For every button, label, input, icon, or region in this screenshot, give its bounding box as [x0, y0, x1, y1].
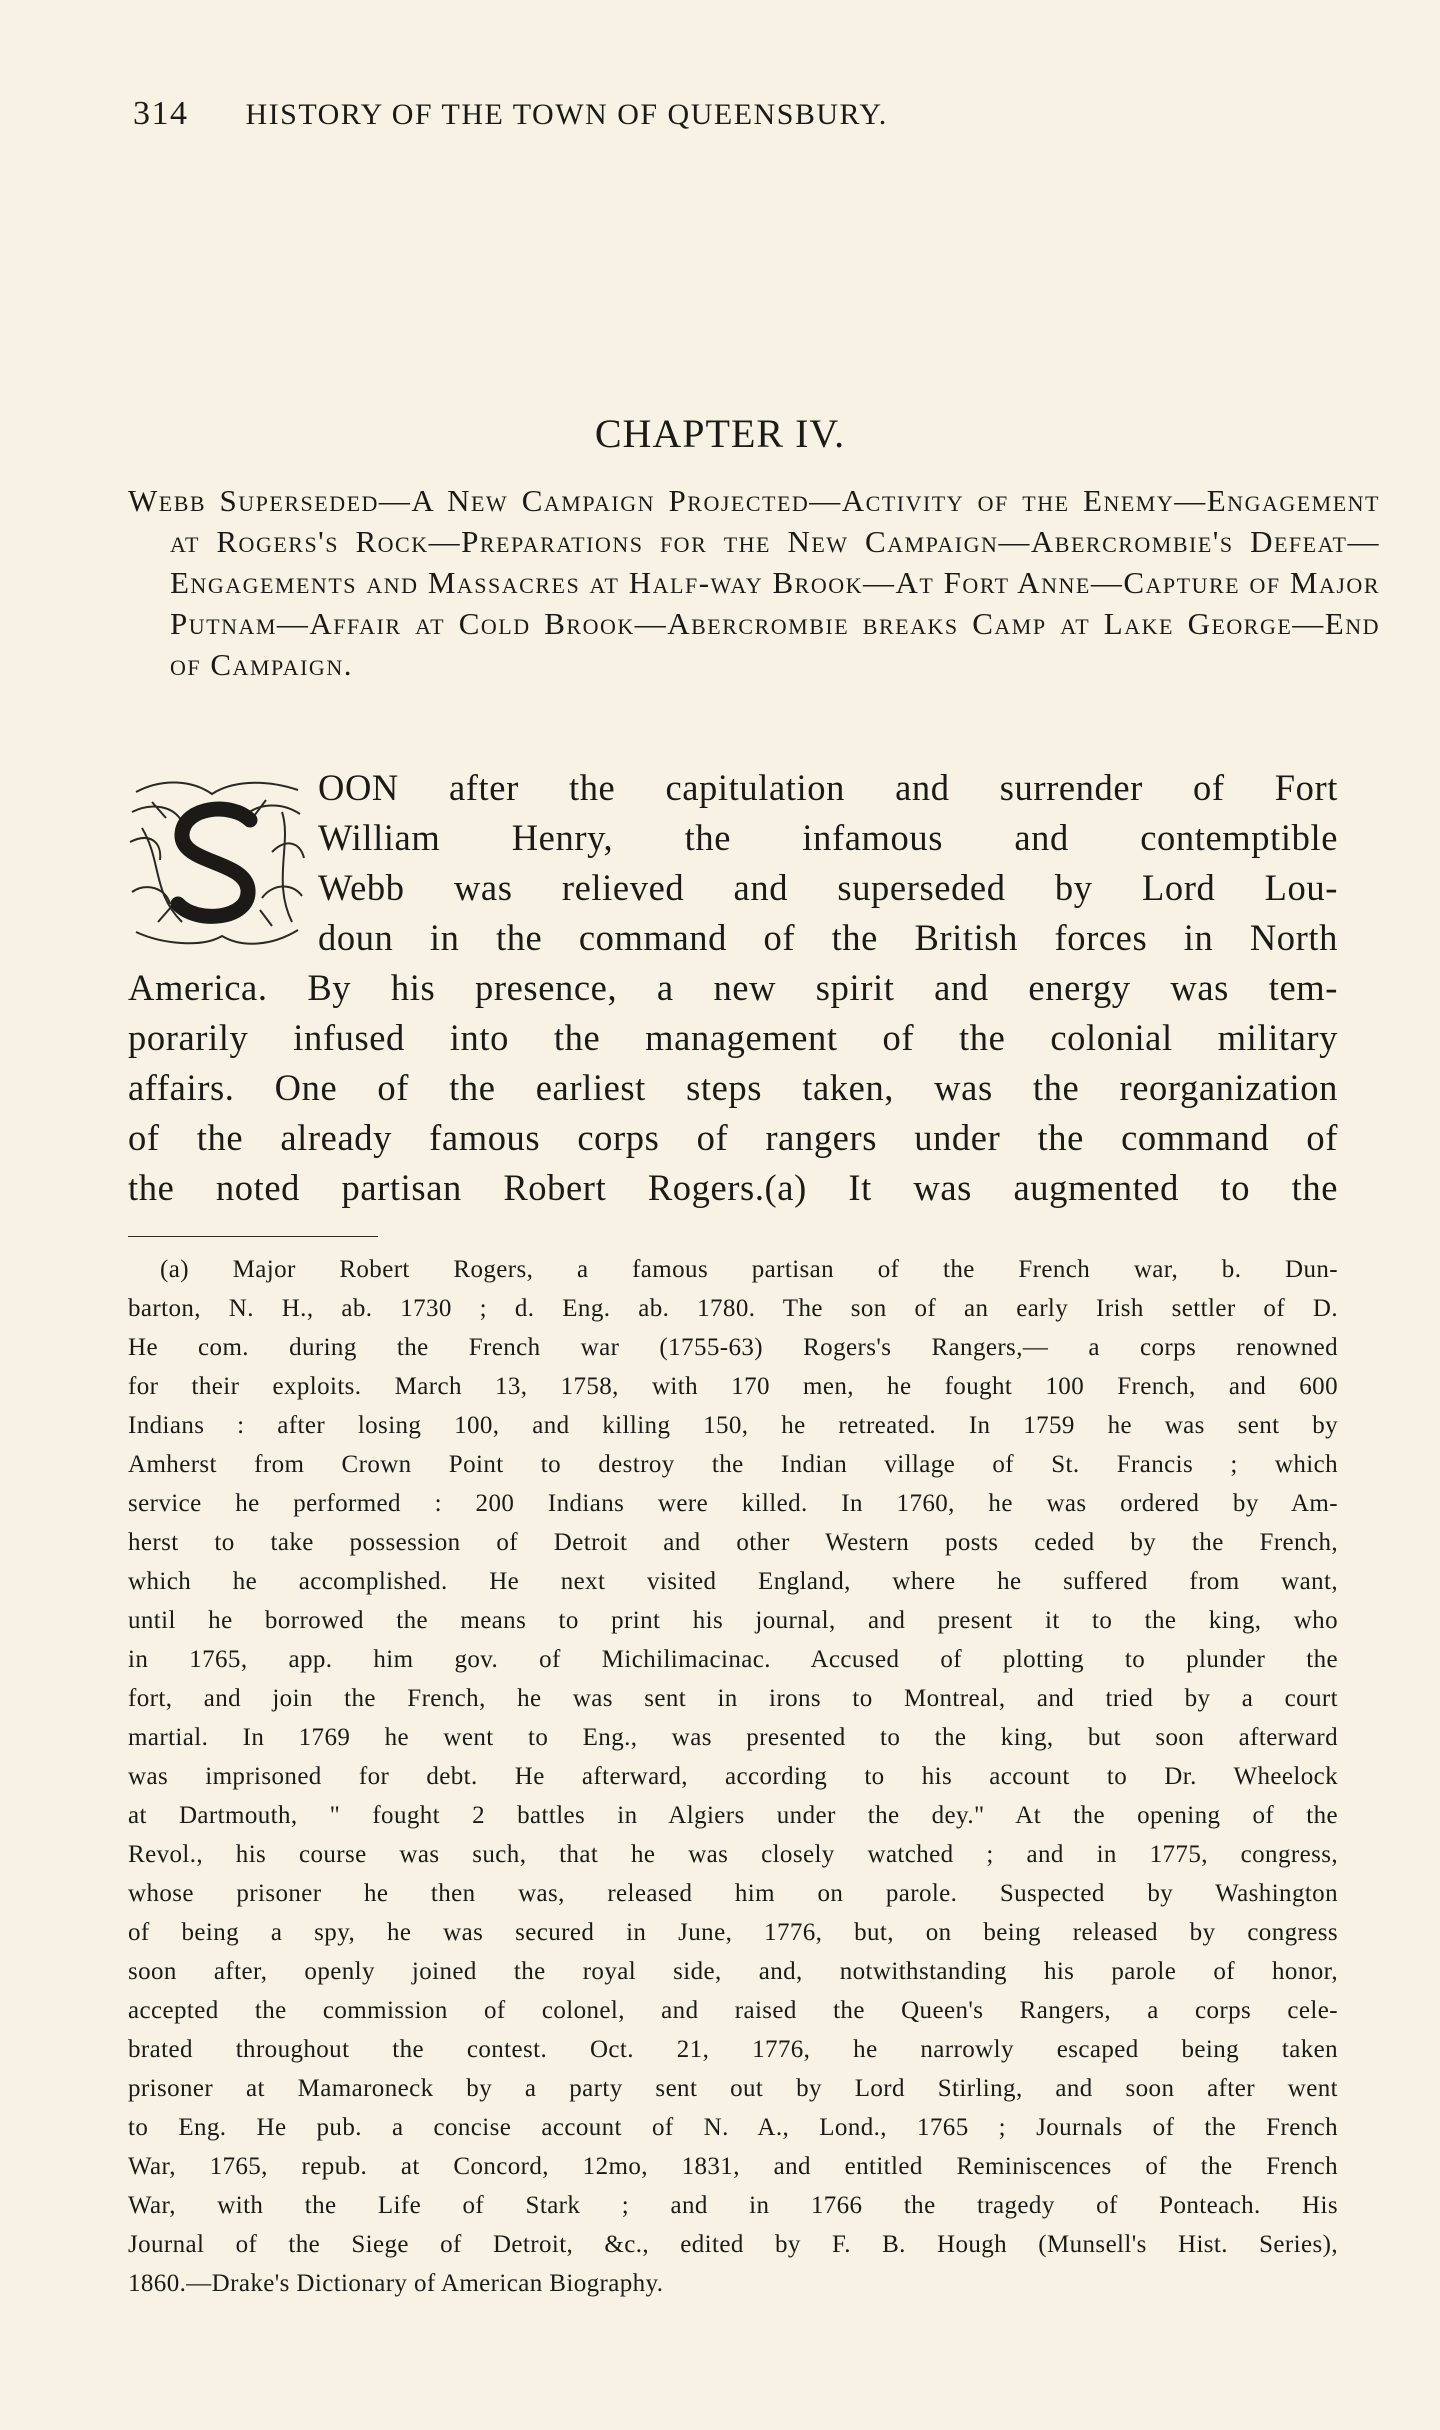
footnote-line: to Eng. He pub. a concise account of N. A., Lond., 1765 ; Journals of the French — [128, 2114, 1338, 2141]
footnote-line: He com. during the French war (1755-63) Rogers's Rangers,— a corps renowned — [128, 1334, 1338, 1361]
footnote-line: at Dartmouth, " fought 2 battles in Algiers under the dey." At the opening of the — [128, 1802, 1338, 1829]
footnote-line: which he accomplished. He next visited England, where he suffered from want, — [128, 1568, 1338, 1595]
footnote-line: prisoner at Mamaroneck by a party sent out by Lord Stirling, and soon after went — [128, 2075, 1338, 2102]
footnote-line: service he performed : 200 Indians were killed. In 1760, he was ordered by Am- — [128, 1490, 1338, 1517]
footnote-line: until he borrowed the means to print his journal, and present it to the king, who — [128, 1607, 1338, 1634]
body-line: porarily infused into the management of the colonial military — [128, 1017, 1338, 1058]
footnote-line: (a) Major Robert Rogers, a famous partisan of the French war, b. Dun- — [160, 1256, 1338, 1283]
footnote-line: for their exploits. March 13, 1758, with 170 men, he fought 100 French, and 600 — [128, 1373, 1338, 1400]
footnote — [128, 1250, 1338, 2303]
footnote-line: Indians : after losing 100, and killing 150, he retreated. In 1759 he was sent by — [128, 1412, 1338, 1439]
footnote-line: Journal of the Siege of Detroit, &c., edited by F. B. Hough (Munsell's Hist. Series), — [128, 2231, 1338, 2258]
body-line: the noted partisan Robert Rogers.(a) It was augmented to the — [128, 1167, 1338, 1208]
running-head — [133, 95, 1333, 133]
footnote-line: of being a spy, he was secured in June, 1776, but, on being released by congress — [128, 1919, 1338, 1946]
chapter-title: CHAPTER IV. — [594, 411, 846, 456]
footnote-line: in 1765, app. him gov. of Michilimacinac. Accused of plotting to plunder the — [128, 1646, 1338, 1673]
footnote-line: Revol., his course was such, that he was closely watched ; and in 1775, congress, — [128, 1841, 1338, 1868]
footnote-line: 1860.—Drake's Dictionary of American Biography. — [128, 2270, 664, 2297]
footnote-line: War, 1765, repub. at Concord, 12mo, 1831, and entitled Reminiscences of the French — [128, 2153, 1338, 2180]
footnote-rule — [128, 1236, 378, 1237]
footnote-line: martial. In 1769 he went to Eng., was presented to the king, but soon afterward — [128, 1724, 1338, 1751]
running-title: HISTORY OF THE TOWN OF QUEENSBURY. — [245, 98, 888, 131]
body-line: affairs. One of the earliest steps taken, was the reorganization — [128, 1067, 1338, 1108]
footnote-line: was imprisoned for debt. He afterward, according to his account to Dr. Wheelock — [128, 1763, 1338, 1790]
body-line: doun in the command of the British forces in North — [318, 917, 1338, 958]
ornamental-drop-cap-s — [122, 772, 308, 952]
body-line: William Henry, the infamous and contemptible — [318, 817, 1338, 858]
footnote-line: brated throughout the contest. Oct. 21, 1776, he narrowly escaped being taken — [128, 2036, 1338, 2063]
body-line: OON after the capitulation and surrender of Fort — [318, 767, 1338, 808]
body-line: America. By his presence, a new spirit and energy was tem- — [128, 967, 1338, 1008]
footnote-line: whose prisoner he then was, released him on parole. Suspected by Washington — [128, 1880, 1338, 1907]
footnote-line: fort, and join the French, he was sent in irons to Montreal, and tried by a court — [128, 1685, 1338, 1712]
footnote-line: Amherst from Crown Point to destroy the Indian village of St. Francis ; which — [128, 1451, 1338, 1478]
footnote-line: herst to take possession of Detroit and other Western posts ceded by the French, — [128, 1529, 1338, 1556]
body-line: of the already famous corps of rangers under the command of — [128, 1117, 1338, 1158]
chapter-synopsis: Webb Superseded—A New Campaign Projected—Activity of the Enemy—Engagement at Rogers's Rock—Preparations for the New Campaign—Abercrombie's Defeat—Engagements and Massacres at Half-way Brook—At Fort Anne—Capture of Major Putnam—Affair at Cold Brook—Abercrombie breaks Camp at Lake George—End of Campaign. — [128, 483, 1380, 682]
drop-cap-letter: S — [215, 861, 217, 863]
footnote-line: barton, N. H., ab. 1730 ; d. Eng. ab. 1780. The son of an early Irish settler of D. — [128, 1295, 1338, 1322]
footnote-line: War, with the Life of Stark ; and in 1766 the tragedy of Ponteach. His — [128, 2192, 1338, 2219]
footnote-line: accepted the commission of colonel, and raised the Queen's Rangers, a corps cele- — [128, 1997, 1338, 2024]
body-line: Webb was relieved and superseded by Lord Lou- — [318, 867, 1338, 908]
footnote-line: soon after, openly joined the royal side, and, notwithstanding his parole of honor, — [128, 1958, 1338, 1985]
page-number: 314 — [133, 95, 189, 132]
